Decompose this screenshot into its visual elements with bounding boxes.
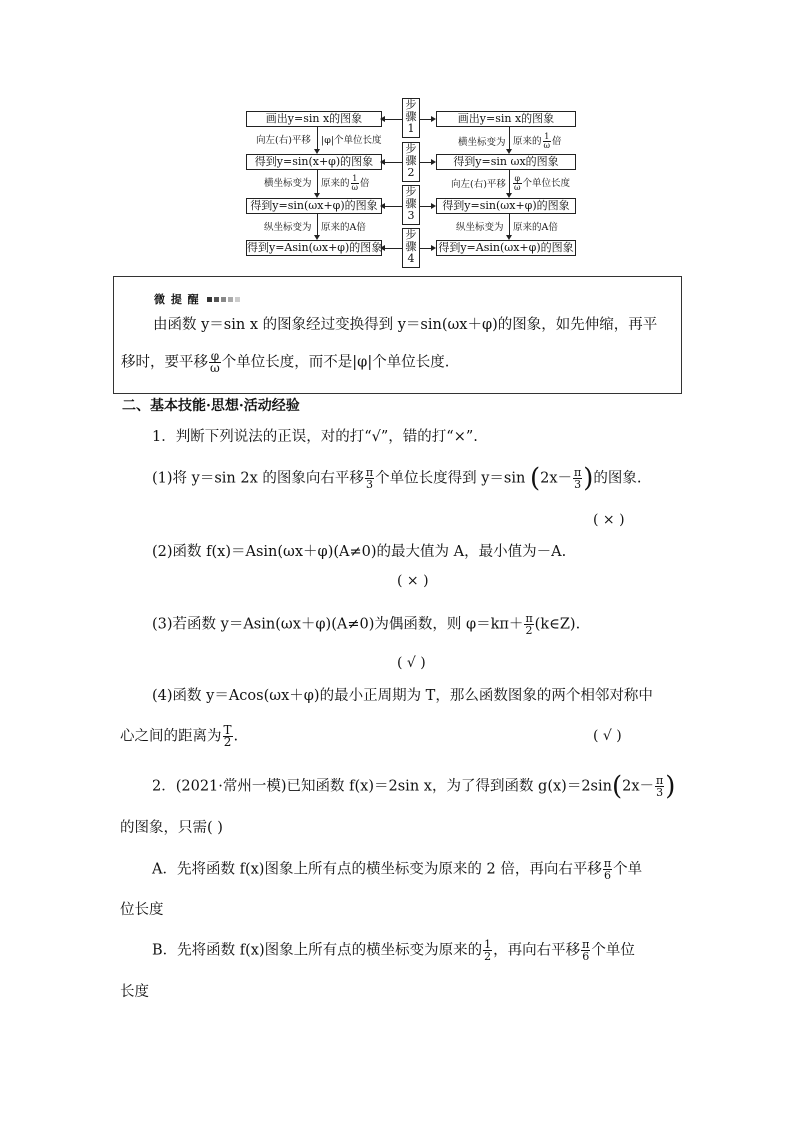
left-label-2: 原来的 $\frac{1}{\omega}$ 倍 xyxy=(321,174,370,192)
left-box-3: 得到y=sin(ωx+φ)的图象 xyxy=(246,198,382,214)
left-label-3a: 纵坐标变为 xyxy=(264,222,312,233)
left-label-3b: 原来的A倍 xyxy=(321,222,366,233)
q1-answer-2: ( × ) xyxy=(397,573,429,589)
left-box-2: 得到y=sin(x+φ)的图象 xyxy=(246,154,382,170)
q2-option-a-line-2: 位长度 xyxy=(120,902,164,918)
q1-item-3: (3)若函数 y＝Asin(ωx＋φ)(A≠0)为偶函数，则 φ＝kπ＋ $\frac{\pi}{2}$ (k∈Z). xyxy=(152,612,581,637)
left-label-1a: 向左(右)平移 xyxy=(256,135,311,146)
right-label-3b: 原来的A倍 xyxy=(513,222,558,233)
step-3: 步 骤 3 xyxy=(402,185,420,225)
tip-line-1: 由函数 y＝sin x 的图象经过变换得到 y＝sin(ωx＋φ)的图象，如先伸缩，再平 xyxy=(153,317,658,333)
q1-item-2: (2)函数 f(x)＝Asin(ωx＋φ)(A≠0)的最大值为 A，最小值为－A. xyxy=(152,544,567,560)
step-2: 步 骤 2 xyxy=(402,142,420,182)
q1-answer-1: ( × ) xyxy=(593,512,625,528)
step-1: 步 骤 1 xyxy=(402,98,420,138)
left-label-2a: 横坐标变为 xyxy=(264,178,312,189)
left-label-1b: |φ|个单位长度 xyxy=(321,135,382,146)
q1-stem: 1．判断下列说法的正误，对的打“√”，错的打“×”. xyxy=(152,429,478,445)
right-label-2a: 向左(右)平移 xyxy=(451,179,506,190)
tip-title: 微 提 醒 xyxy=(154,291,240,307)
right-box-3: 得到y=sin(ωx+φ)的图象 xyxy=(436,198,576,214)
right-label-1a: 横坐标变为 xyxy=(458,137,506,148)
q2-option-b-line-1: B．先将函数 f(x)图象上所有点的横坐标变为原来的 $\frac{1}{2}$ ，再向右平移 $\frac{\pi}{6}$ 个单位 xyxy=(152,938,635,963)
left-box-4: 得到y=Asin(ωx+φ)的图象 xyxy=(247,241,383,254)
q2-option-a-line-1: A．先将函数 f(x)图象上所有点的横坐标变为原来的 2 倍，再向右平移 $\frac{\pi}{6}$ 个单 xyxy=(152,857,643,882)
right-label-2: $\frac{\varphi}{\omega}$ 个单位长度 xyxy=(514,174,571,192)
right-box-4: 得到y=Asin(ωx+φ)的图象 xyxy=(436,240,576,256)
q1-item-1: (1)将 y＝sin 2x 的图象向右平移 $\frac{\pi}{3}$ 个单位长度得到 y＝sin (2x－ $\frac{\pi}{3}$ )的图象. xyxy=(152,463,642,494)
q1-answer-4: ( √ ) xyxy=(593,728,622,744)
step-4: 步 骤 4 xyxy=(402,228,420,268)
q1-item-4-line-1: (4)函数 y＝Acos(ωx＋φ)的最小正周期为 T，那么函数图象的两个相邻对称中 xyxy=(152,688,653,704)
left-box-1: 画出y=sin x的图象 xyxy=(246,111,382,127)
section-title: 二、基本技能·思想·活动经验 xyxy=(122,398,300,414)
q2-option-b-line-2: 长度 xyxy=(120,984,149,1000)
q1-answer-3: ( √ ) xyxy=(397,655,426,671)
q2-stem-line-1: 2．(2021·常州一模)已知函数 f(x)＝2sin x，为了得到函数 g(x)＝2sin(2x－ $\frac{\pi}{3}$ ) xyxy=(152,771,676,802)
right-label-3a: 纵坐标变为 xyxy=(456,222,504,233)
q2-stem-line-2: 的图象，只需( ) xyxy=(120,820,223,836)
right-box-2: 得到y=sin ωx的图象 xyxy=(436,154,576,170)
tip-line-2: 移时，要平移 $\frac{\varphi}{\omega}$ 个单位长度，而不是|φ|个单位长度. xyxy=(121,349,450,375)
right-box-1: 画出y=sin x的图象 xyxy=(436,111,576,127)
right-label-1: 原来的 $\frac{1}{\omega}$ 倍 xyxy=(513,132,562,150)
tip-box xyxy=(113,276,682,394)
q1-item-4-line-2: 心之间的距离为 $\frac{T}{2}$ . xyxy=(120,723,239,749)
